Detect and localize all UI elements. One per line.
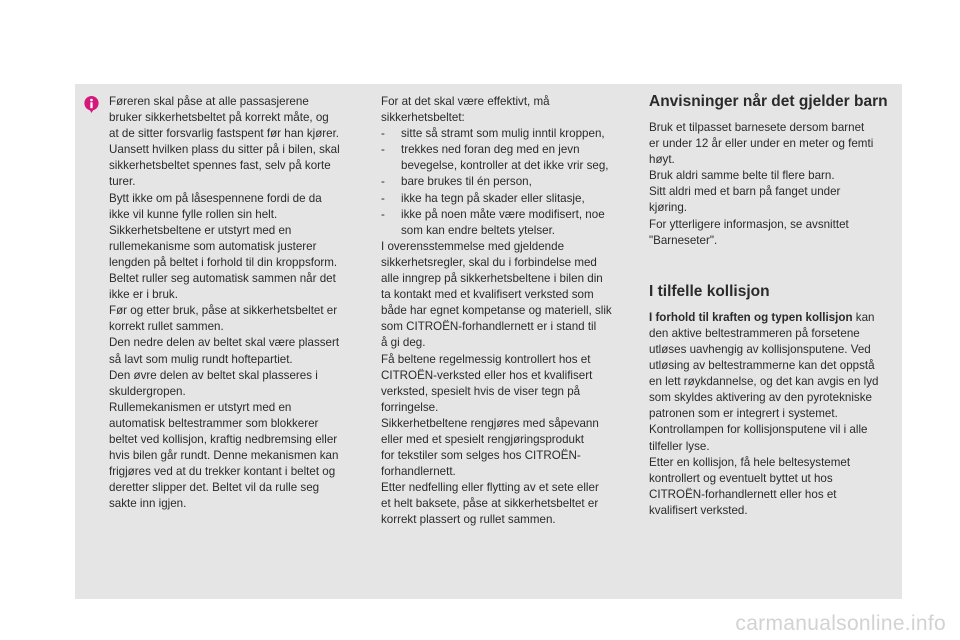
text-line: deretter slipper det. Beltet vil da rulle seg: [109, 481, 320, 495]
list-item-continuation: bevegelse, kontroller at det ikke vrir seg,: [401, 159, 609, 173]
text-line: Den øvre delen av beltet skal plasseres i: [109, 368, 318, 382]
text-line: ta kontakt med et kvalifisert verksted som: [381, 288, 594, 302]
text-line: kjøring.: [649, 201, 688, 215]
list-item: [381, 207, 631, 223]
text-line: Få beltene regelmessig kontrollert hos et: [381, 352, 591, 366]
text-line: kontrollert og eventuelt byttet ut hos: [649, 471, 833, 485]
text-line: Bruk aldri samme belte til flere barn.: [649, 169, 835, 183]
belt-effectiveness-text: [381, 94, 631, 529]
list-dash: -: [381, 175, 385, 189]
text-line: eller med et spesielt rengjøringsprodukt: [381, 432, 584, 446]
list-dash: -: [381, 127, 385, 141]
collision-text: [649, 310, 901, 519]
text-line: ikke vil kunne fylle rollen sin helt.: [109, 207, 278, 221]
text-line: å gi deg.: [381, 336, 426, 350]
text-line: høyt.: [649, 153, 675, 167]
list-item: [381, 191, 631, 207]
text-line: forhandlernett.: [381, 465, 456, 479]
text-line: "Barneseter".: [649, 233, 718, 247]
text-line: sikkerhetsbeltet:: [381, 111, 465, 125]
text-line: sikkerhetsregler, skal du i forbindelse med: [381, 255, 597, 269]
text-line: CITROËN-verksted eller hos et kvalifisert: [381, 368, 593, 382]
text-line: Etter nedfelling eller flytting av et sete eller: [381, 481, 599, 495]
text-line: Sikkerhetsbeltene er utstyrt med en: [109, 223, 292, 237]
text-line: For ytterligere informasjon, se avsnittet: [649, 217, 849, 231]
list-dash: -: [381, 143, 385, 157]
text-line: sakte inn igjen.: [109, 497, 187, 511]
list-item-text: ikke på noen måte være modifisert, noe: [401, 207, 605, 221]
text-line: Kontrollampen for kollisjonsputene vil i alle: [649, 423, 868, 437]
text-line: Den nedre delen av beltet skal være plassert: [109, 336, 340, 350]
text-line: bruker sikkerhetsbeltet på korrekt måte, og: [109, 111, 329, 125]
text-line: Føreren skal påse at alle passasjerene: [109, 95, 309, 108]
text-line: CITROËN-forhandlernett eller hos et: [649, 487, 837, 501]
text-line: automatisk beltestrammer som blokkerer: [109, 416, 319, 430]
text-line: verksted, spesielt hvis de viser tegn på: [381, 384, 581, 398]
text-line: Beltet ruller seg automatisk sammen når det: [109, 272, 336, 286]
text-line: at de sitter forsvarlig fastspent før han kjører.: [109, 127, 340, 141]
text-line: Etter en kollisjon, få hele beltesystemet: [649, 455, 851, 469]
text-line: Før og etter bruk, påse at sikkerhetsbeltet er: [109, 304, 338, 318]
text-line: utløses uavhengig av kollisjonsputene. Ved: [649, 342, 871, 356]
text-line: Bruk et tilpasset barnesete dersom barnet: [649, 121, 865, 134]
text-line: For at det skal være effektivt, må: [381, 95, 550, 108]
safety-belt-info-text: [109, 94, 361, 512]
collision-first-line: [649, 310, 901, 326]
list-dash: -: [381, 207, 385, 221]
list-item-text: ikke ha tegn på skader eller slitasje,: [401, 191, 585, 205]
collision-first-rest: kan: [852, 310, 875, 324]
list-item: [381, 142, 631, 158]
list-dash: -: [381, 191, 385, 205]
list-item: [381, 126, 631, 142]
children-and-collision-section: [649, 92, 901, 519]
text-line: som CITROËN-forhandlernett er i stand til: [381, 320, 597, 334]
watermark: carmanualsonline.info: [735, 612, 946, 635]
text-line: rullemekanisme som automatisk justerer: [109, 239, 317, 253]
text-line: forringelse.: [381, 400, 439, 414]
section-heading-collision: I tilfelle kollisjon: [649, 282, 770, 300]
text-line: beltet ved kollisjon, kraftig nedbremsing eller: [109, 432, 338, 446]
text-line: skuldergropen.: [109, 384, 186, 398]
text-line: et helt baksete, påse at sikkerhetsbeltet er: [381, 497, 599, 511]
text-line: så lavt som mulig rundt hoftepartiet.: [109, 352, 293, 366]
list-item-continuation: som kan endre beltets ytelser.: [401, 223, 556, 237]
text-line: Uansett hvilken plass du sitter på i bilen, skal: [109, 143, 340, 157]
text-line: sikkerhetsbeltet spennes fast, selv på korte: [109, 159, 331, 173]
children-instructions-text: [649, 120, 901, 249]
text-line: Bytt ikke om på låsespennene fordi de da: [109, 191, 322, 205]
text-line: utløsing av beltestrammerne kan det oppstå: [649, 359, 875, 373]
text-line: I overensstemmelse med gjeldende: [381, 239, 565, 253]
text-line: som skyldes aktivering av den pyrotekniske: [649, 391, 872, 405]
text-line: alle inngrep på sikkerhetsbeltene i bilen din: [381, 272, 603, 286]
text-line: korrekt rullet sammen.: [109, 320, 224, 334]
text-line: hvis bilen går rundt. Denne mekanismen kan: [109, 449, 339, 463]
text-line: Sitt aldri med et barn på fanget under: [649, 185, 841, 199]
text-line: korrekt plassert og rullet sammen.: [381, 513, 556, 527]
list-item: [381, 174, 631, 190]
list-item-text: trekkes ned foran deg med en jevn: [401, 143, 580, 157]
text-line: lengden på beltet i forhold til din kroppsform.: [109, 255, 338, 269]
section-heading-children: Anvisninger når det gjelder barn: [649, 93, 888, 110]
text-line: for tekstiler som selges hos CITROËN-: [381, 449, 581, 463]
list-item-text: sitte så stramt som mulig inntil kroppen,: [401, 127, 605, 141]
text-line: kvalifisert verksted.: [649, 503, 748, 517]
info-icon: [82, 95, 101, 114]
text-line: en lett røykdannelse, og det kan avgis en lyd: [649, 375, 879, 389]
list-item-text: bare brukes til én person,: [401, 175, 532, 189]
text-line: patronen som er integrert i systemet.: [649, 407, 838, 421]
collision-bold-lead: I forhold til kraften og typen kollisjon: [649, 310, 853, 324]
text-line: turer.: [109, 175, 136, 189]
text-line: Sikkerhetbeltene rengjøres med såpevann: [381, 416, 599, 430]
text-line: ikke er i bruk.: [109, 288, 178, 302]
text-line: er under 12 år eller under en meter og femti: [649, 137, 874, 151]
text-line: tilfeller lyse.: [649, 439, 710, 453]
text-line: frigjøres ved at du trekker kontant i beltet og: [109, 465, 336, 479]
text-line: Rullemekanismen er utstyrt med en: [109, 400, 292, 414]
text-line: både har egnet kompetanse og materiell, slik: [381, 304, 612, 318]
text-line: den aktive beltestrammeren på forsetene: [649, 326, 860, 340]
